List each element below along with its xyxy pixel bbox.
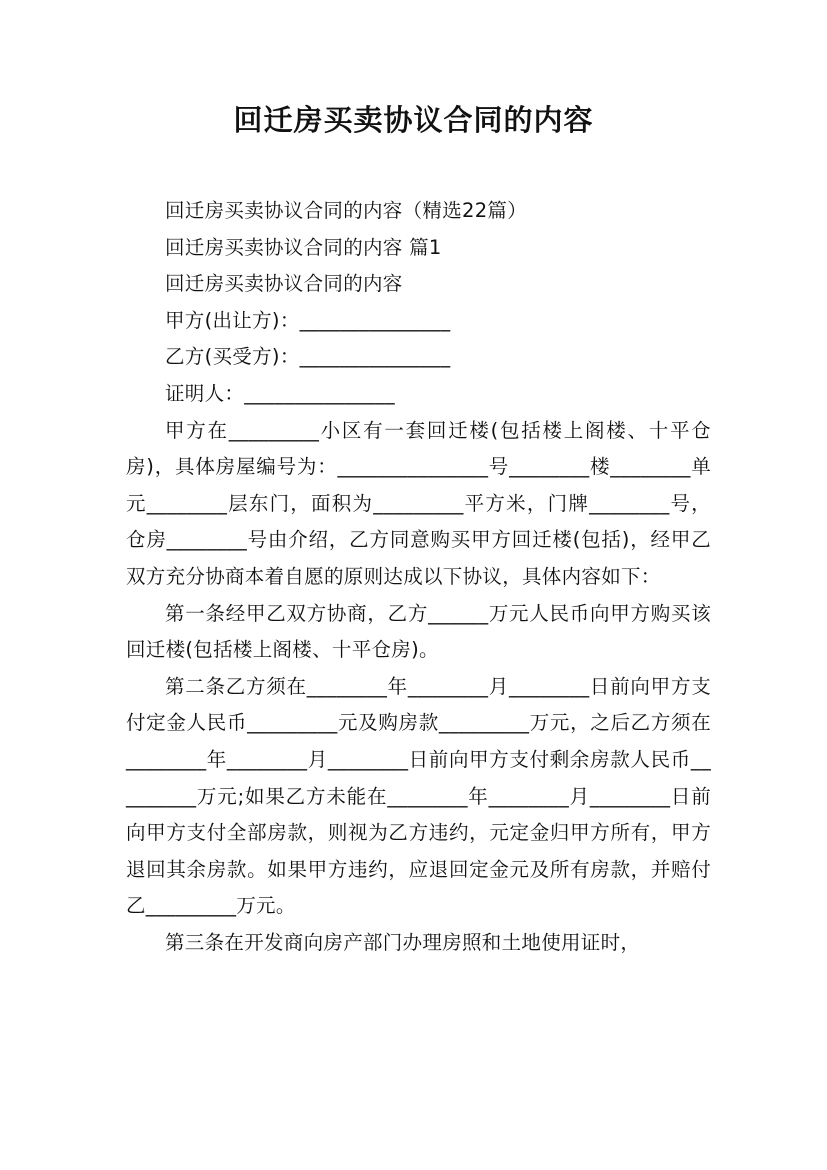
paragraph-subtitle: 回迁房买卖协议合同的内容（精选22篇） [165, 199, 528, 222]
paragraph-witness: 证明人：_______________ [165, 381, 395, 405]
paragraph-article-3: 第三条在开发商向房产部门办理房照和土地使用证时， [165, 930, 641, 954]
document-title: 回迁房买卖协议合同的内容 [233, 103, 594, 137]
paragraph-party-b: 乙方(买受方)：_______________ [165, 345, 451, 369]
paragraph-article-1: 第一条经甲乙双方协商，乙方______万元人民币向甲方购买该回迁楼(包括楼上阁楼、十平仓房)。 [126, 601, 711, 662]
document-body [126, 193, 711, 961]
paragraph-contract-name: 回迁房买卖协议合同的内容 [165, 272, 403, 296]
paragraph-party-a: 甲方(出让方)：_______________ [165, 308, 451, 332]
paragraph-section-heading: 回迁房买卖协议合同的内容 篇1 [165, 235, 442, 259]
paragraph-property-description: 甲方在_________小区有一套回迁楼(包括楼上阁楼、十平仓房)，具体房屋编号为：_______________号________楼________单元________层东门，面积为_________平方米，门牌________号，仓房________号由介绍，乙方同意购买甲方回迁楼(包括)，经甲乙双方充分协商本着自愿的原则达成以下协议，具体内容如下： [126, 418, 711, 588]
paragraph-article-2: 第二条乙方须在________年________月________日前向甲方支付定金人民币_________元及购房款_________万元，之后乙方须在________年________月________日前向甲方支付剩余房款人民币_________万元;如果乙方未能在________年________月________日前向甲方支付全部房款，则视为乙方违约，元定金归甲方所有，甲方退回其余房款。如果甲方违约，应退回定金元及所有房款，并赔付乙_________万元。 [126, 674, 711, 918]
